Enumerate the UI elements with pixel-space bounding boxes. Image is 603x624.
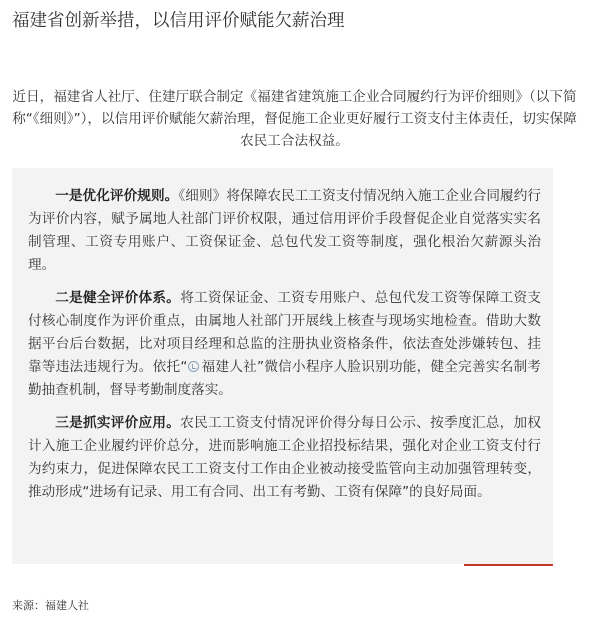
article-title: 福建省创新举措，以信用评价赋能欠薪治理	[12, 11, 345, 31]
content-box	[12, 168, 553, 564]
section-3	[28, 412, 541, 504]
section-1	[28, 185, 541, 277]
accent-divider	[464, 564, 553, 566]
section-2-body-before: 将工资保证金、工资专用账户、总包代发工资等保障工资支付核心制度作为评价重点，由属地人社部门开展线上核查与现场实地检查。借助大数据平台后台数据，比对项目经理和总监的注册执业资格条件，依法查处涉嫌转包、挂靠等违法违规行为。依托“	[28, 290, 541, 375]
article-source: 来源：福建人社	[12, 599, 89, 612]
section-3-body: 农民工工资支付情况评价得分每日公示、按季度汇总，加权计入施工企业履约评价总分，进而影响施工企业招投标结果，强化对企业工资支付行为约束力，促进保障农民工工资支付工作由企业被动接受监管向主动加强管理转变，推动形成“进场有记录、用工有合同、出工有考勤、工资有保障”的良好局面。	[28, 415, 541, 500]
section-3-heading: 三是抓实评价应用。	[55, 415, 181, 431]
section-2-heading: 二是健全评价体系。	[55, 290, 181, 306]
article-intro: 近日，福建省人社厅、住建厅联合制定《福建省建筑施工企业合同履约行为评价细则》（以下简称“《细则》”），以信用评价赋能欠薪治理，督促施工企业更好履行工资支付主体责任，切实保障农民工合法权益。	[12, 89, 577, 149]
section-2-body-after: ”微信小程序人脸识别功能，健全完善实名制考勤抽查机制，督导考勤制度落实。	[28, 359, 542, 398]
section-1-heading: 一是优化评价规则。	[55, 188, 179, 204]
mini-program-icon	[188, 361, 199, 372]
section-1-body: 《细则》将保障农民工工资支付情况纳入施工企业合同履约行为评价内容，赋予属地人社部门评价权限，通过信用评价手段督促企业自觉落实实名制管理、工资专用账户、工资保证金、总包代发工资等制度，强化根治欠薪源头治理。	[28, 188, 542, 273]
mini-program-link[interactable]: 福建人社	[201, 359, 258, 375]
section-2	[28, 287, 541, 402]
